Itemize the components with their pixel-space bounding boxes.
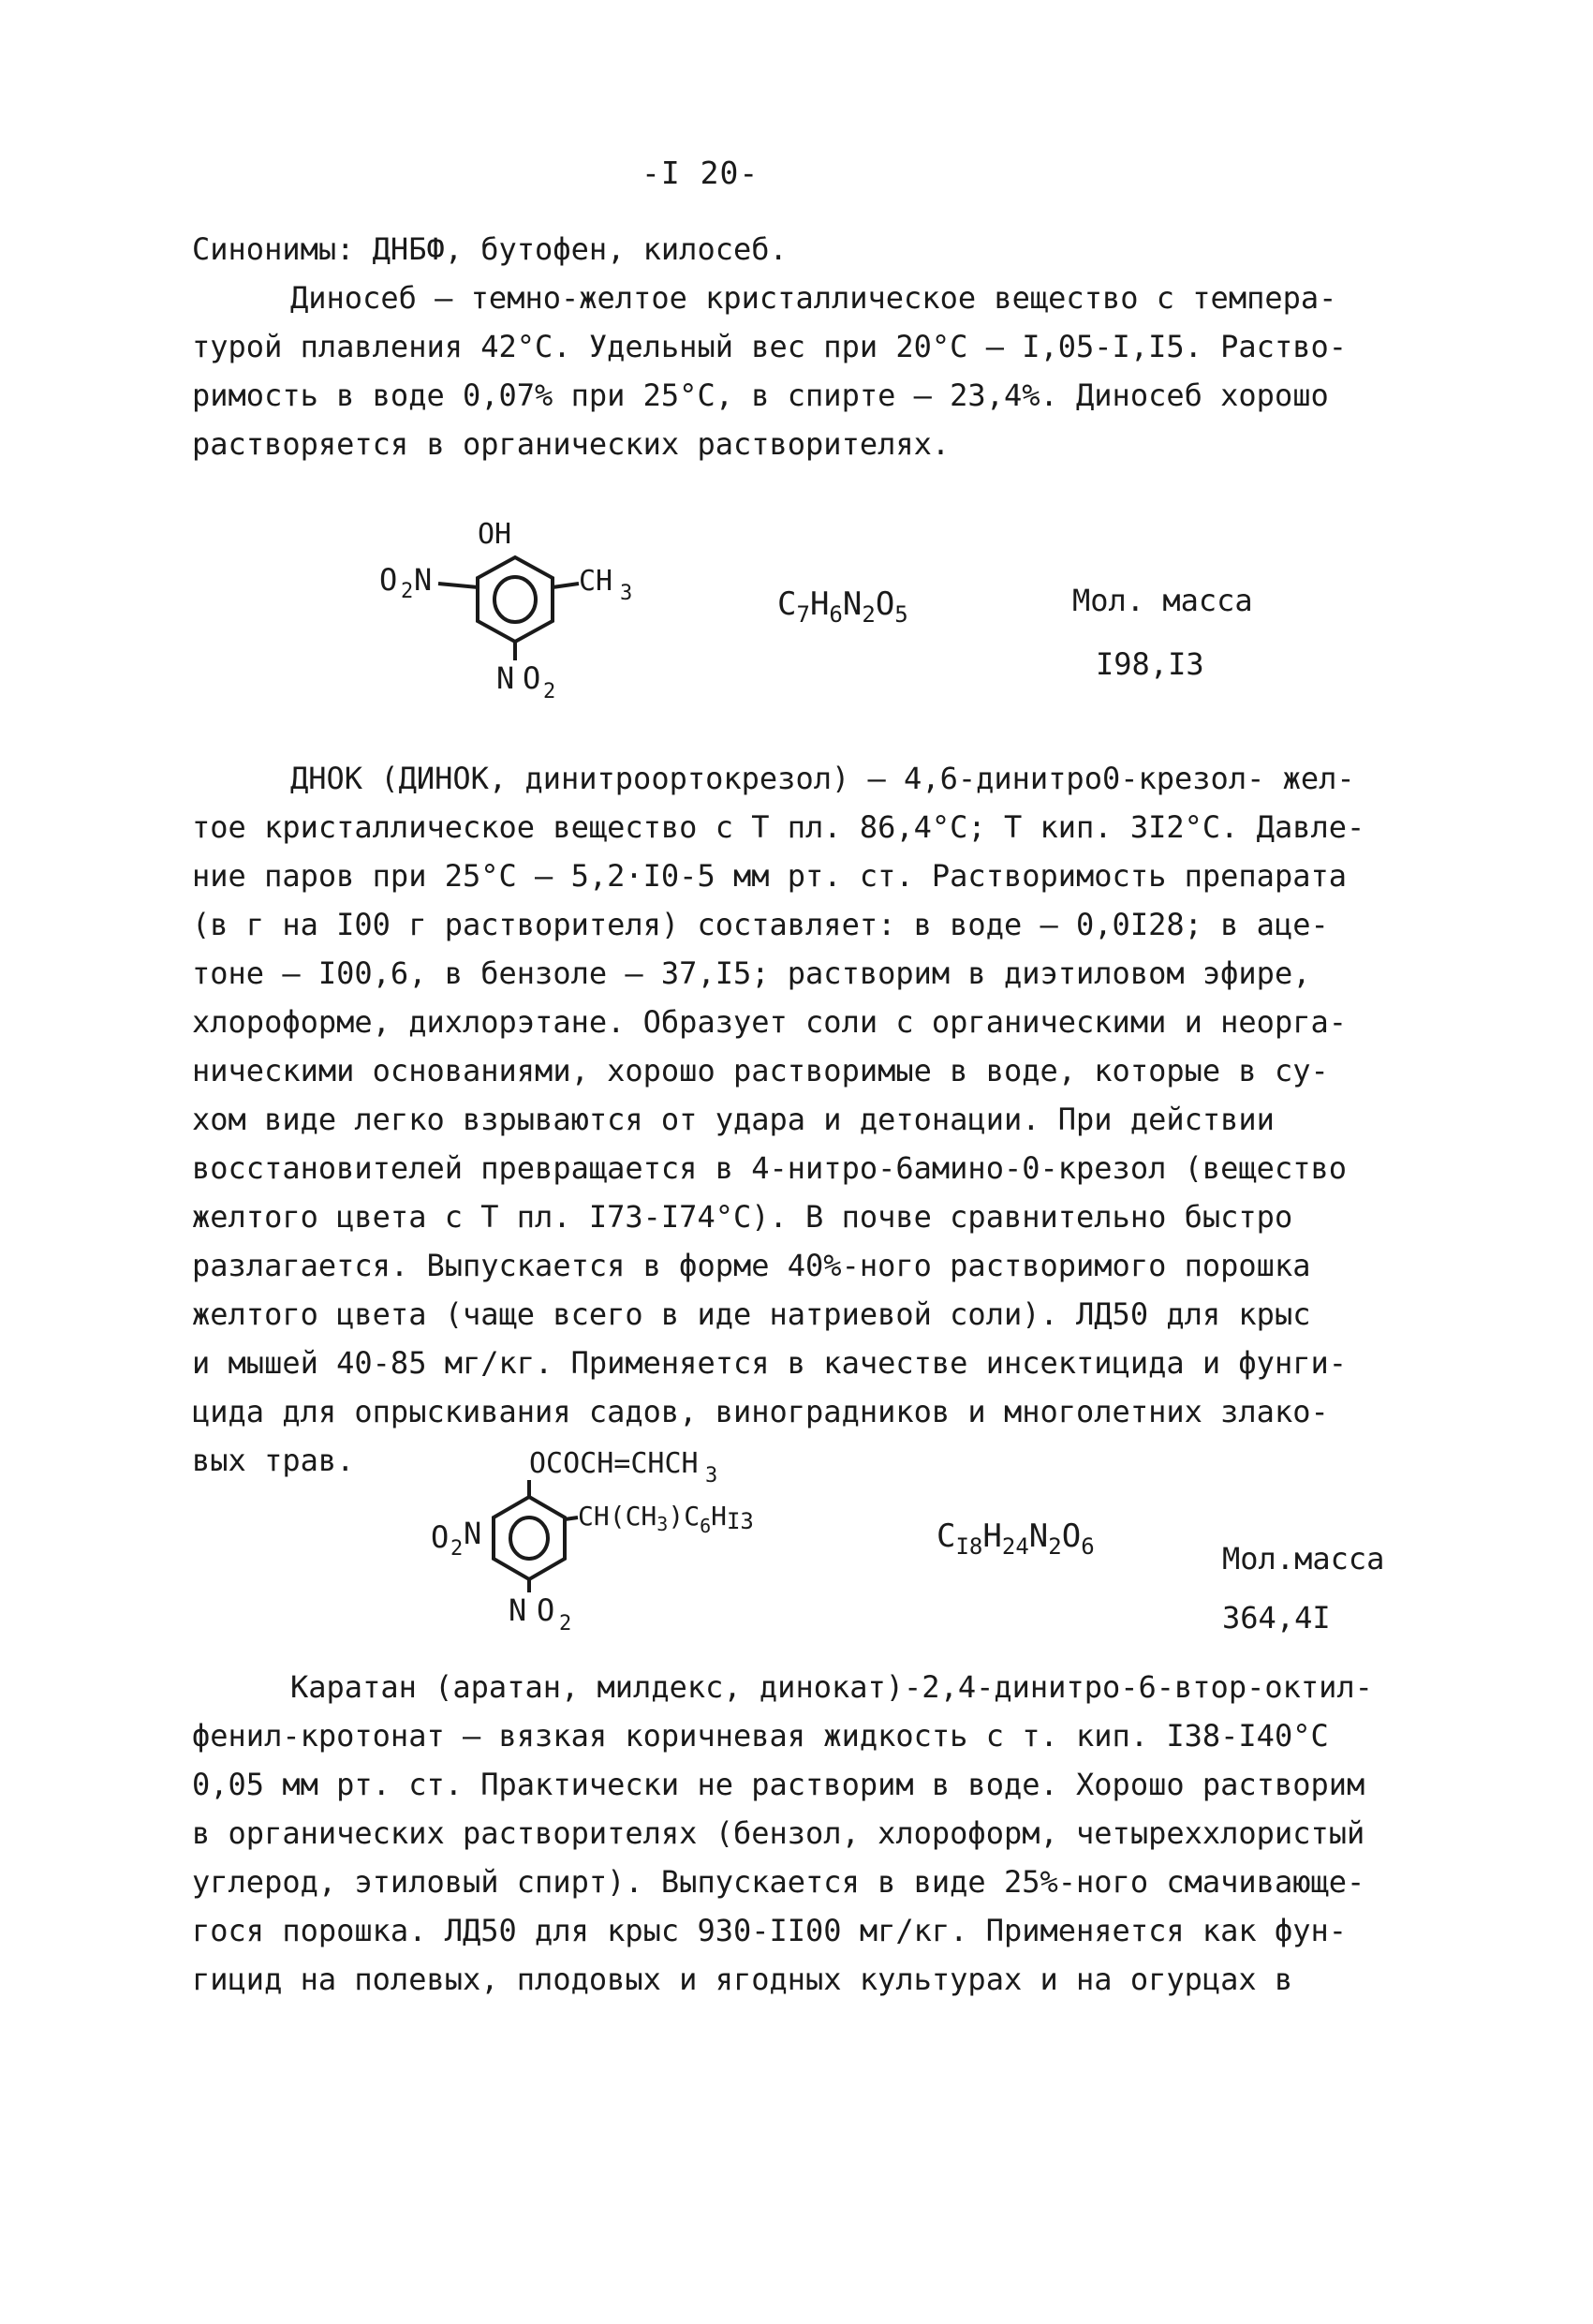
- text-line: в органических растворителях (бензол, хлороформ, четыреххлористый: [192, 1815, 1365, 1851]
- text-line: восстановителей превращается в 4-нитро-6амино-0-крезол (вещество: [192, 1150, 1347, 1186]
- nitro-left-o: O: [379, 562, 398, 598]
- karatan-mol-value: 364,4I: [1222, 1600, 1331, 1636]
- benzene-ring: [494, 1497, 565, 1579]
- text-line: (в г на I00 г растворителя) составляет: в воде – 0,0I28; в аце-: [192, 907, 1329, 942]
- ester-group: OCOCH=CHCH: [529, 1447, 699, 1480]
- synonyms-line: Синонимы: ДНБФ, бутофен, килосеб.: [192, 231, 788, 267]
- octyl-group: $CH(CH_3)C_6HI3$: [578, 1501, 754, 1537]
- karatan-formula: $C_{I8}H_{24}N_2O_6$: [937, 1517, 1095, 1560]
- karatan-structure: [426, 1443, 913, 1658]
- nitro-left-n: N: [464, 1516, 482, 1551]
- dinoseb-formula: $C_7H_6N_2O_5$: [777, 585, 908, 628]
- methyl-ch: CH: [579, 565, 613, 598]
- text-line: римость в воде 0,07% при 25°С, в спирте – 23,4%. Диносеб хорошо: [192, 377, 1329, 413]
- oh-label: OH: [478, 518, 512, 551]
- text-line: желтого цвета с Т пл. I73-I74°С). В почве сравнительно быстро: [192, 1199, 1293, 1235]
- page-number: -I 20-: [642, 155, 760, 191]
- nitro-bottom-sub: 2: [543, 680, 556, 703]
- nitro-bottom-n: N: [509, 1592, 527, 1628]
- text-line: турой плавления 42°С. Удельный вес при 20°С – I,05-I,I5. Раство-: [192, 329, 1347, 364]
- ester-sub: 3: [705, 1464, 718, 1488]
- text-line: растворяется в органических растворителях.: [192, 426, 951, 462]
- methyl-sub: 3: [620, 582, 633, 605]
- nitro-left-o: O: [431, 1519, 450, 1555]
- text-line: хлороформе, дихлорэтане. Образует соли с органическими и неорга-: [192, 1004, 1347, 1040]
- dnok-paragraph: [192, 754, 1409, 1485]
- text-line: гицид на полевых, плодовых и ягодных культурах и на огурцах в: [192, 1961, 1293, 1997]
- text-line: тоне – I00,6, в бензоле – 37,I5; растворим в диэтиловом эфире,: [192, 955, 1311, 991]
- dinoseb-mol-label: Мол. масса: [1072, 583, 1253, 618]
- nitro-bottom-o: O: [537, 1592, 555, 1628]
- nitro-left-sub: 2: [450, 1537, 464, 1561]
- dinoseb-structure: [365, 511, 665, 726]
- text-line: ническими основаниями, хорошо растворимые в воде, которые в су-: [192, 1053, 1329, 1088]
- nitro-left-n: N: [414, 562, 433, 598]
- karatan-mol-label: Мол.масса: [1222, 1541, 1385, 1576]
- karatan-paragraph: [192, 1663, 1409, 2004]
- dinoseb-paragraph: [192, 225, 1409, 468]
- dinoseb-mol-value: I98,I3: [1096, 646, 1204, 682]
- nitro-bottom-n: N: [496, 660, 515, 696]
- text-line: ние паров при 25°С – 5,2·I0-5 мм рт. ст. Растворимость препарата: [192, 858, 1347, 894]
- nitro-bottom-o: O: [523, 660, 541, 696]
- benzene-ring: [478, 557, 553, 642]
- text-line: 0,05 мм рт. ст. Практически не растворим в воде. Хорошо растворим: [192, 1767, 1365, 1802]
- text-line: фенил-кротонат – вязкая коричневая жидкость с т. кип. I38-I40°С: [192, 1718, 1329, 1754]
- text-line: хом виде легко взрываются от удара и детонации. При действии: [192, 1102, 1275, 1137]
- text-line: углерод, этиловый спирт). Выпускается в виде 25%-ного смачивающе-: [192, 1864, 1365, 1900]
- text-line: разлагается. Выпускается в форме 40%-ного растворимого порошка: [192, 1248, 1311, 1283]
- text-line: ДНОК (ДИНОК, динитроортокрезол) – 4,6-динитро0-крезол- жел-: [290, 761, 1355, 796]
- nitro-left-sub: 2: [401, 580, 414, 603]
- text-line: Диносеб – темно-желтое кристаллическое вещество с темпера-: [290, 280, 1337, 316]
- text-line: вых трав.: [192, 1443, 355, 1478]
- aromatic-circle: [510, 1517, 548, 1559]
- nitro-bottom-sub: 2: [559, 1612, 572, 1636]
- text-line: гося порошка. ЛД50 для крыс 930-II00 мг/кг. Применяется как фун-: [192, 1913, 1347, 1948]
- text-line: Каратан (аратан, милдекс, динокат)-2,4-динитро-6-втор-октил-: [290, 1669, 1373, 1705]
- text-line: и мышей 40-85 мг/кг. Применяется в качестве инсектицида и фунги-: [192, 1345, 1347, 1381]
- text-line: цида для опрыскивания садов, виноградников и многолетних злако-: [192, 1394, 1329, 1429]
- text-line: желтого цвета (чаще всего в иде натриевой соли). ЛД50 для крыс: [192, 1296, 1311, 1332]
- text-line: тое кристаллическое вещество с Т пл. 86,4°С; Т кип. 3I2°С. Давле-: [192, 809, 1365, 845]
- aromatic-circle: [494, 577, 536, 622]
